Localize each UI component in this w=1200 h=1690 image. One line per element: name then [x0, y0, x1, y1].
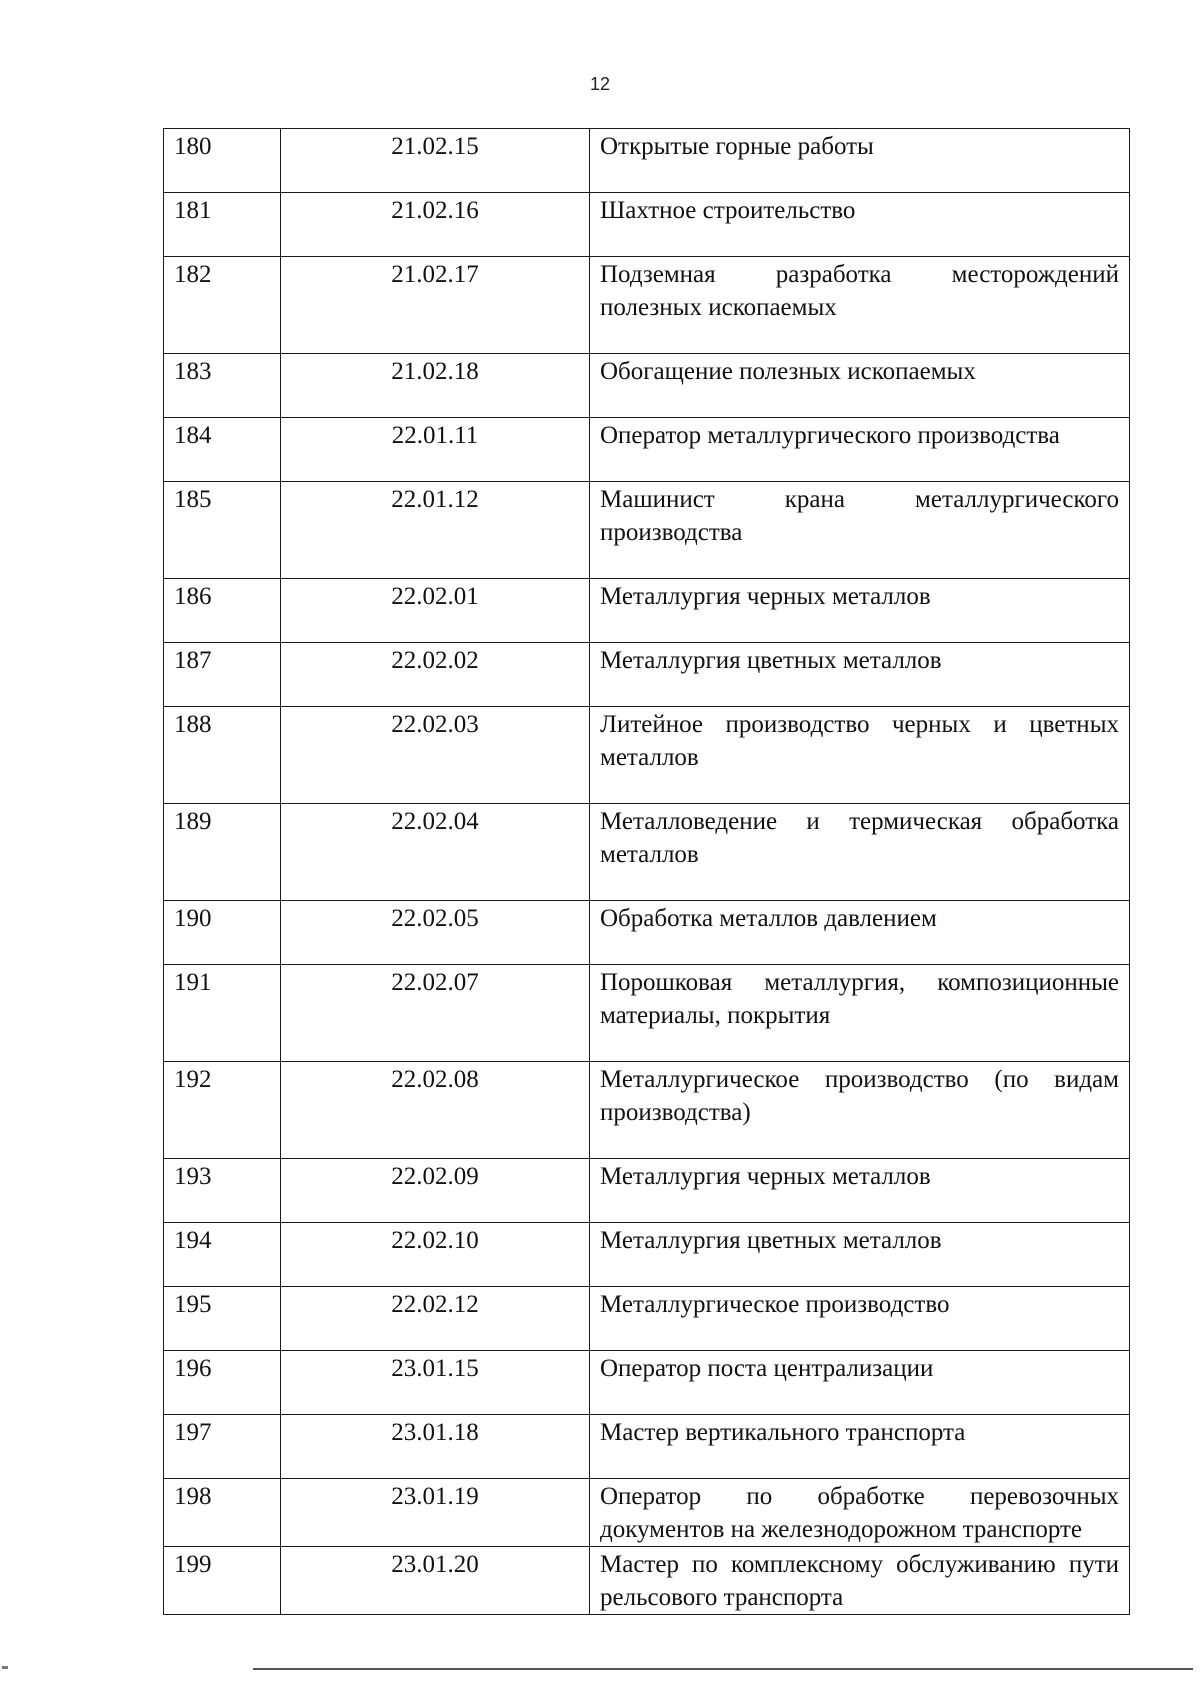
table-row	[164, 901, 1130, 965]
specialty-code: 22.02.05	[281, 901, 590, 965]
specialty-code: 23.01.18	[281, 1415, 590, 1479]
specialty-name: Обработка металлов давлением	[590, 901, 1130, 965]
specialty-name: Металлургия черных металлов	[590, 1159, 1130, 1223]
specialty-name: Открытые горные работы	[590, 129, 1130, 193]
table-row	[164, 707, 1130, 804]
specialty-code: 21.02.16	[281, 193, 590, 257]
specialty-table	[163, 128, 1130, 1615]
row-number: 182	[164, 257, 281, 354]
specialty-code: 22.02.04	[281, 804, 590, 901]
specialty-code: 22.02.01	[281, 579, 590, 643]
table-row	[164, 482, 1130, 579]
specialty-name: Машинист крана металлургического производства	[590, 482, 1130, 579]
specialty-name: Оператор по обработке перевозочных документов на железнодорожном транспорте	[590, 1479, 1130, 1547]
table-row	[164, 257, 1130, 354]
specialty-name: Металлургическое производство	[590, 1287, 1130, 1351]
specialty-name: Металловедение и термическая обработка металлов	[590, 804, 1130, 901]
specialty-name: Оператор поста централизации	[590, 1351, 1130, 1415]
table-row	[164, 1223, 1130, 1287]
row-number: 197	[164, 1415, 281, 1479]
row-number: 195	[164, 1287, 281, 1351]
specialty-code: 22.02.10	[281, 1223, 590, 1287]
row-number: 193	[164, 1159, 281, 1223]
specialty-name: Металлургия цветных металлов	[590, 643, 1130, 707]
row-number: 199	[164, 1547, 281, 1615]
table-row	[164, 129, 1130, 193]
row-number: 194	[164, 1223, 281, 1287]
specialty-name: Оператор металлургического производства	[590, 418, 1130, 482]
row-number: 190	[164, 901, 281, 965]
specialty-name: Порошковая металлургия, композиционные материалы, покрытия	[590, 965, 1130, 1062]
specialty-code: 22.02.02	[281, 643, 590, 707]
table-row	[164, 418, 1130, 482]
specialty-name: Литейное производство черных и цветных металлов	[590, 707, 1130, 804]
specialty-code: 23.01.20	[281, 1547, 590, 1615]
row-number: 181	[164, 193, 281, 257]
row-number: 188	[164, 707, 281, 804]
specialty-name: Металлургическое производство (по видам производства)	[590, 1062, 1130, 1159]
table-row	[164, 354, 1130, 418]
row-number: 185	[164, 482, 281, 579]
specialty-name: Шахтное строительство	[590, 193, 1130, 257]
specialty-name: Мастер по комплексному обслуживанию пути рельсового транспорта	[590, 1547, 1130, 1615]
specialty-code: 23.01.19	[281, 1479, 590, 1547]
bottom-rule	[253, 1668, 1193, 1670]
page-number: 12	[589, 74, 611, 94]
specialty-name: Металлургия цветных металлов	[590, 1223, 1130, 1287]
specialty-code: 22.02.09	[281, 1159, 590, 1223]
table-row	[164, 1547, 1130, 1615]
specialty-code: 21.02.15	[281, 129, 590, 193]
row-number: 191	[164, 965, 281, 1062]
specialty-name: Обогащение полезных ископаемых	[590, 354, 1130, 418]
table-row	[164, 1159, 1130, 1223]
specialty-code: 21.02.18	[281, 354, 590, 418]
table-row	[164, 1479, 1130, 1547]
scan-mark	[2, 1666, 8, 1669]
specialty-code: 22.02.03	[281, 707, 590, 804]
specialty-code: 22.01.11	[281, 418, 590, 482]
row-number: 198	[164, 1479, 281, 1547]
row-number: 183	[164, 354, 281, 418]
row-number: 196	[164, 1351, 281, 1415]
specialty-code: 22.02.08	[281, 1062, 590, 1159]
row-number: 180	[164, 129, 281, 193]
row-number: 192	[164, 1062, 281, 1159]
row-number: 189	[164, 804, 281, 901]
specialty-code: 22.01.12	[281, 482, 590, 579]
specialty-code: 21.02.17	[281, 257, 590, 354]
row-number: 184	[164, 418, 281, 482]
table-row	[164, 965, 1130, 1062]
table-row	[164, 1351, 1130, 1415]
table-row	[164, 804, 1130, 901]
table-row	[164, 1062, 1130, 1159]
specialty-code: 22.02.07	[281, 965, 590, 1062]
specialty-name: Металлургия черных металлов	[590, 579, 1130, 643]
specialty-code: 23.01.15	[281, 1351, 590, 1415]
table-row	[164, 193, 1130, 257]
row-number: 186	[164, 579, 281, 643]
table-row	[164, 1287, 1130, 1351]
specialty-code: 22.02.12	[281, 1287, 590, 1351]
table-row	[164, 1415, 1130, 1479]
table-row	[164, 579, 1130, 643]
table-row	[164, 643, 1130, 707]
specialty-name: Мастер вертикального транспорта	[590, 1415, 1130, 1479]
specialty-name: Подземная разработка месторождений полезных ископаемых	[590, 257, 1130, 354]
row-number: 187	[164, 643, 281, 707]
